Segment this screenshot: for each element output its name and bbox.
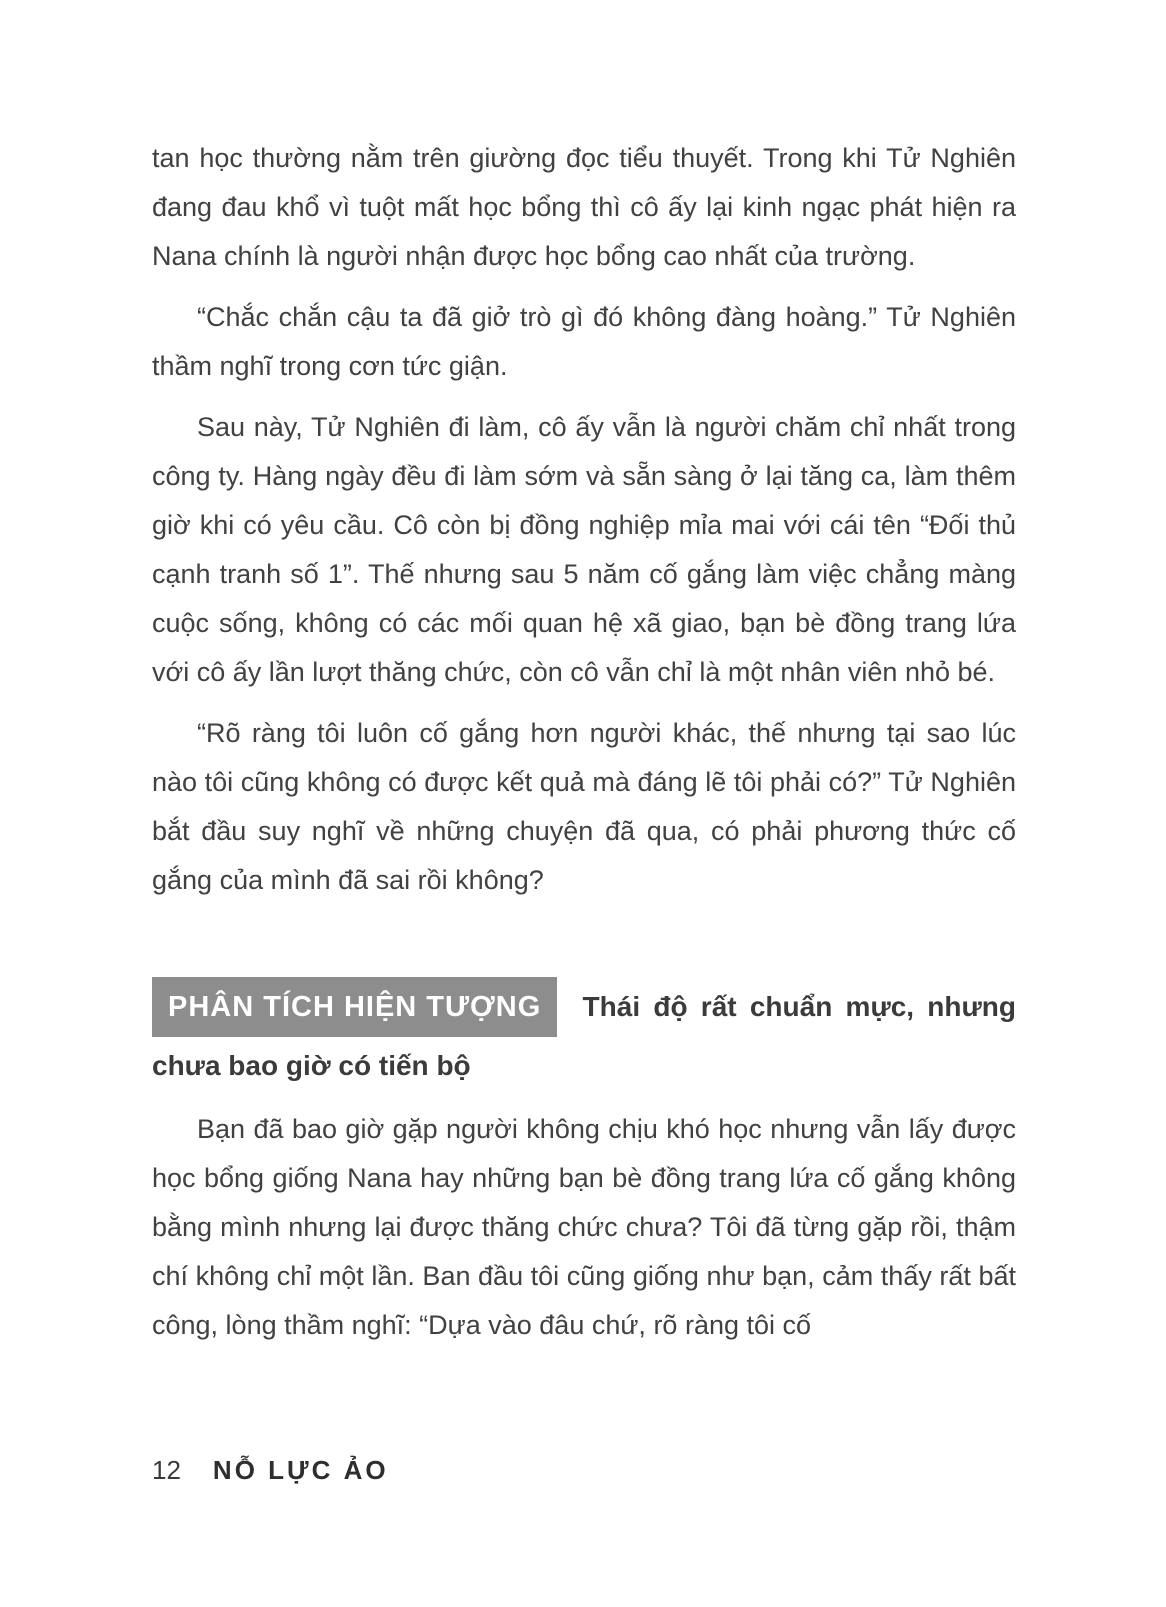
page-footer xyxy=(152,1455,389,1486)
paragraph: tan học thường nằm trên giường đọc tiểu thuyết. Trong khi Tử Nghiên đang đau khổ vì tuột mất học bổng thì cô ấy lại kinh ngạc phát hiện ra Nana chính là người nhận được học bổng cao nhất của trường. xyxy=(152,143,1016,271)
paragraph: Sau này, Tử Nghiên đi làm, cô ấy vẫn là người chăm chỉ nhất trong công ty. Hàng ngày đều đi làm sớm và sẵn sàng ở lại tăng ca, làm thêm giờ khi có yêu cầu. Cô còn bị đồng nghiệp mỉa mai với cái tên “Đối thủ cạnh tranh số 1”. Thế nhưng sau 5 năm cố gắng làm việc chẳng màng cuộc sống, không có các mối quan hệ xã giao, bạn bè đồng trang lứa với cô ấy lần lượt thăng chức, còn cô vẫn chỉ là một nhân viên nhỏ bé. xyxy=(152,412,1016,687)
paragraph: Bạn đã bao giờ gặp người không chịu khó học nhưng vẫn lấy được học bổng giống Nana hay những bạn bè đồng trang lứa cố gắng không bằng mình nhưng lại được thăng chức chưa? Tôi đã từng gặp rồi, thậm chí không chỉ một lần. Ban đầu tôi cũng giống như bạn, cảm thấy rất bất công, lòng thầm nghĩ: “Dựa vào đâu chứ, rõ ràng tôi cố xyxy=(152,1114,1016,1340)
section-heading xyxy=(152,977,1016,1095)
section-title: Thái độ rất chuẩn mực, nhưng chưa bao giờ có tiến bộ xyxy=(152,991,1017,1081)
book-title: NỖ LỰC ẢO xyxy=(212,1455,389,1485)
body-text xyxy=(152,134,1016,1350)
section-badge: PHÂN TÍCH HIỆN TƯỢNG xyxy=(152,977,557,1037)
paragraph: “Rõ ràng tôi luôn cố gắng hơn người khác, thế nhưng tại sao lúc nào tôi cũng không có được kết quả mà đáng lẽ tôi phải có?” Tử Nghiên bắt đầu suy nghĩ về những chuyện đã qua, có phải phương thức cố gắng của mình đã sai rồi không? xyxy=(152,718,1016,895)
paragraph: “Chắc chắn cậu ta đã giở trò gì đó không đàng hoàng.” Tử Nghiên thầm nghĩ trong cơn tức giận. xyxy=(152,302,1016,381)
page-number: 12 xyxy=(152,1455,181,1485)
